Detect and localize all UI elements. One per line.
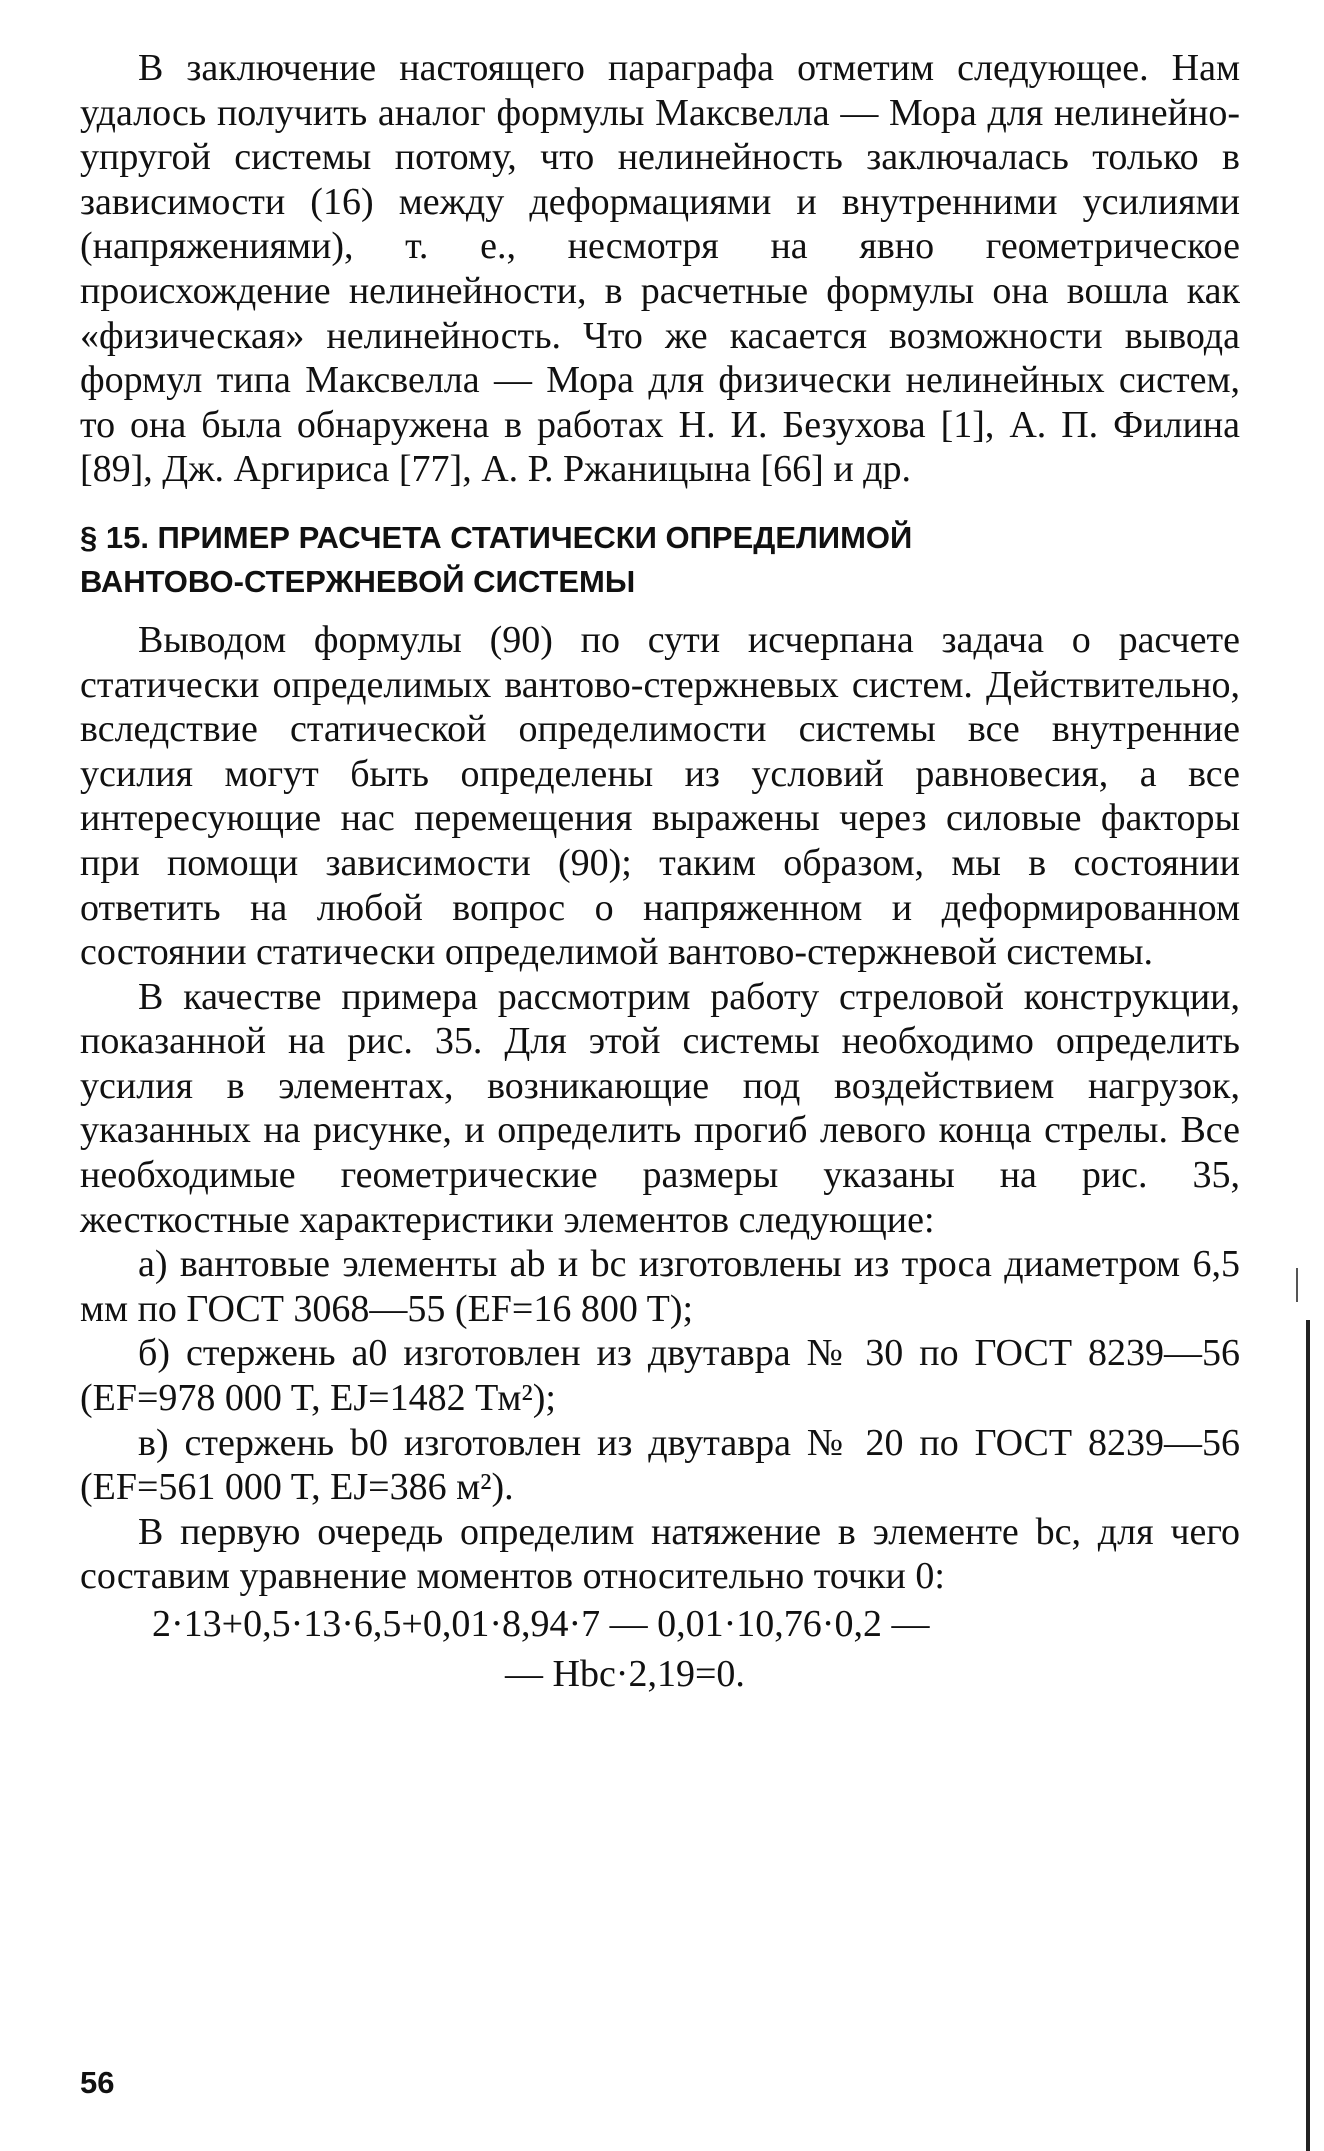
- scan-artifact-mark: [1296, 1268, 1298, 1302]
- moment-equation-line-1: 2·13+0,5·13·6,5+0,01·8,94·7 — 0,01·10,76·0,2 —: [152, 1603, 930, 1645]
- list-item-a: а) вантовые элементы ab и bc изготовлены из троса диаметром 6,5 мм по ГОСТ 3068—55 (EF=16 800 T);: [80, 1243, 1240, 1330]
- scan-edge-line: [1306, 1320, 1310, 2151]
- list-item-b: б) стержень a0 изготовлен из двутавра № 30 по ГОСТ 8239—56 (EF=978 000 T, EJ=1482 Тм²);: [80, 1332, 1240, 1420]
- intro-paragraph: В заключение настоящего параграфа отметим следующее. Нам удалось получить аналог формулы Максвелла — Мора для нелинейно-упругой системы потому, что нелинейность заключалась только в зависимости (16) между деформациями и внутренними усилиями (напряжениями), т. е., несмотря на явно геометрическое происхождение нелинейности, в расчетные формулы она вошла как «физическая» нелинейность. Что же касается возможности вывода формул типа Максвелла — Мора для физически нелинейных систем, то она была обнаружена в работах Н. И. Безухова [1], А. П. Филина [89], Дж. Аргириса [77], А. Р. Ржаницына [66] и др.: [80, 47, 1240, 491]
- body-paragraph-1: Выводом формулы (90) по сути исчерпана задача о расчете статически определимых вантово-стержневых систем. Действительно, вследствие статической определимости системы все внутренние усилия могут быть определены из условий равновесия, а все интересующие нас перемещения выражены через силовые факторы при помощи зависимости (90); таким образом, мы в состоянии ответить на любой вопрос о напряженном и деформированном состоянии статически определимой вантово-стержневой системы.: [80, 618, 1240, 974]
- body-paragraph-3: В первую очередь определим натяжение в элементе bc, для чего составим уравнение моментов относительно точки 0:: [80, 1510, 1240, 1598]
- section-heading-line-2: ВАНТОВО-СТЕРЖНЕВОЙ СИСТЕМЫ: [80, 563, 636, 599]
- book-page: [80, 46, 1240, 1699]
- body-paragraph-2: В качестве примера рассмотрим работу стреловой конструкции, показанной на рис. 35. Для этой системы необходимо определить усилия в элементах, возникающие под воздействием нагрузок, указанных на рисунке, и определить прогиб левого конца стрелы. Все необходимые геометрические размеры указаны на рис. 35, жесткостные характеристики элементов следующие:: [80, 975, 1240, 1241]
- list-item-c: в) стержень b0 изготовлен из двутавра № 20 по ГОСТ 8239—56 (EF=561 000 T, EJ=386 м²).: [80, 1421, 1240, 1509]
- spacer: [80, 492, 1240, 516]
- section-heading-line-1: § 15. ПРИМЕР РАСЧЕТА СТАТИЧЕСКИ ОПРЕДЕЛИМОЙ: [80, 519, 913, 555]
- moment-equation-line-2: — Hbc·2,19=0.: [505, 1653, 745, 1695]
- spacer: [80, 604, 1240, 618]
- page-number: 56: [80, 2065, 115, 2100]
